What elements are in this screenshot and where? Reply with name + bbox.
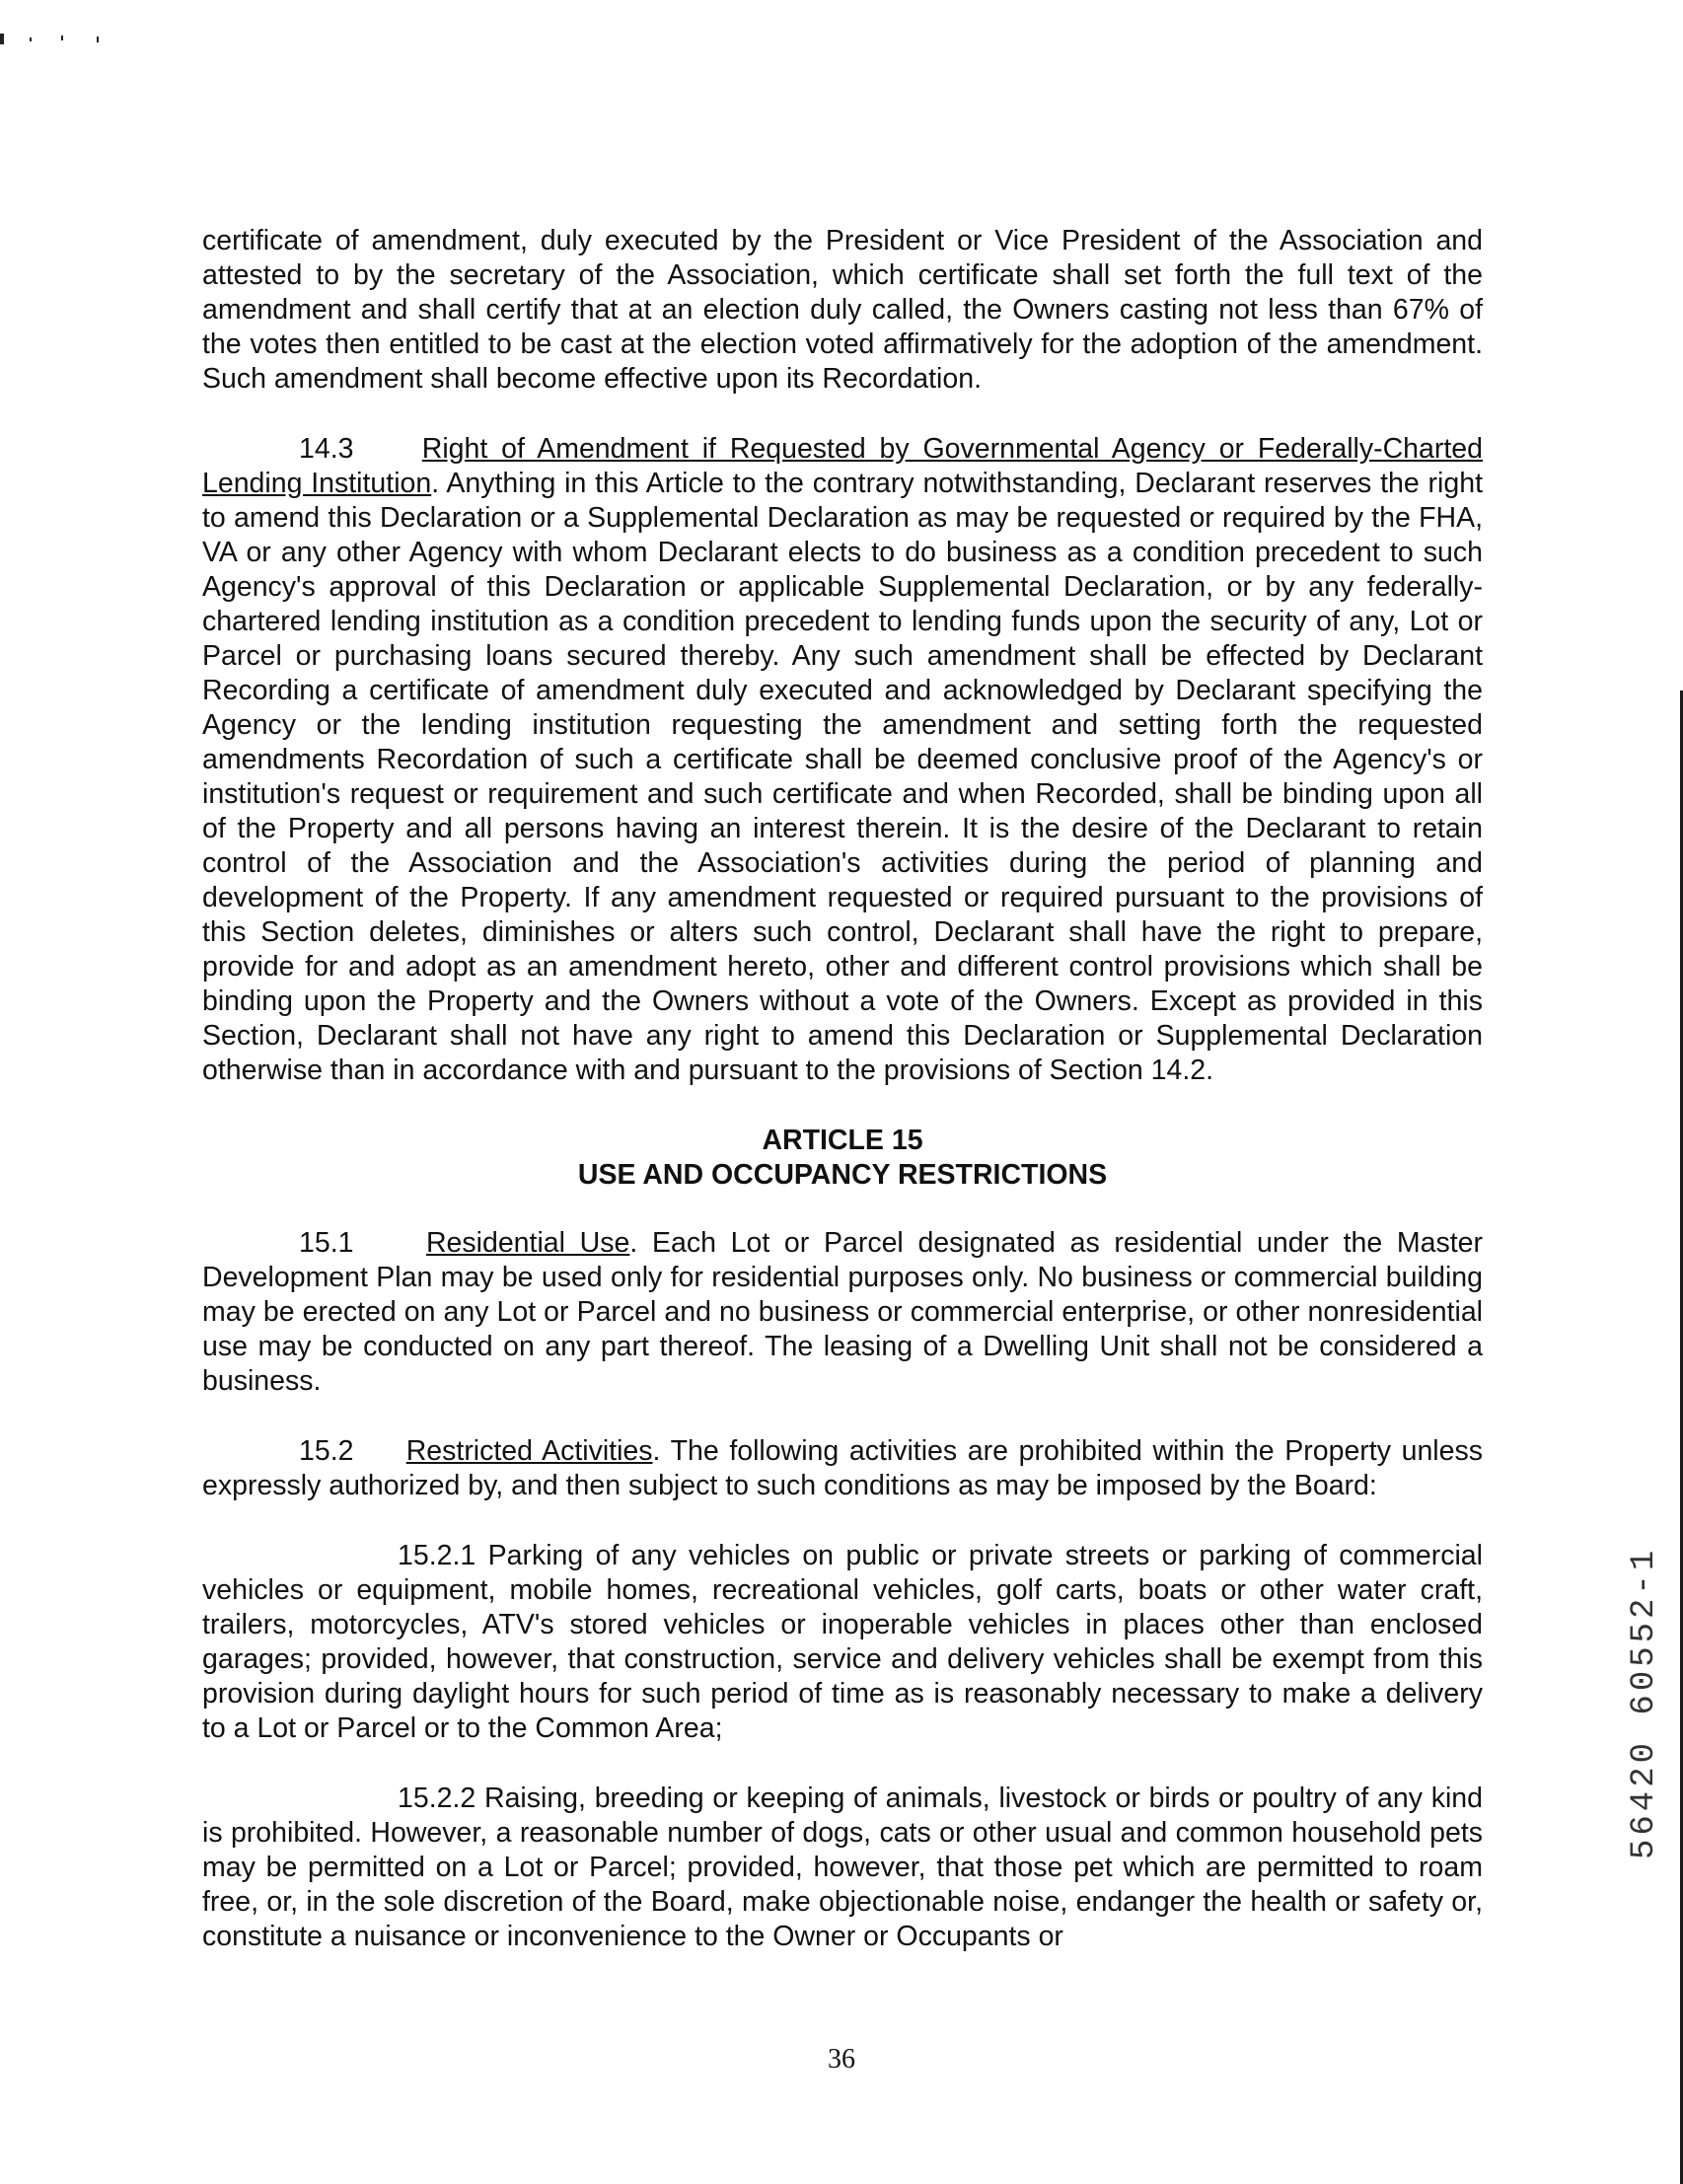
section-15-1-heading: Residential Use (425, 1227, 630, 1259)
section-15-2-1: 15.2.1 Parking of any vehicles on public or private streets or parking of commercial vehicles or equipment, mobile homes, recreational vehicles, golf carts, boats or other water craft, trailers, motorcycles, ATV's stored vehicles or inoperable vehicles in places other than enclosed garages; provided, however, that construction, service and delivery vehicles shall be exempt from this provision during daylight hours for such period of time as is reasonably necessary to make a delivery to a Lot or Parcel or to the Common Area; (202, 1540, 1483, 1744)
section-15-1 (202, 1226, 1483, 1399)
section-14-3 (202, 432, 1483, 1088)
article-title: USE AND OCCUPANCY RESTRICTIONS (577, 1159, 1108, 1191)
section-15-2-2: 15.2.2 Raising, breeding or keeping of animals, livestock or birds or poultry of any kind is prohibited. However, a reasonable number of dogs, cats or other usual and common household pets may be permitted on a Lot or Parcel; provided, however, that those pet which are permitted to roam free, or, in the sole discretion of the Board, make objectionable noise, endanger the health or safety or, constitute a nuisance or inconvenience to the Owner or Occupants or (202, 1783, 1483, 1952)
section-15-2-number: 15.2 (299, 1435, 354, 1467)
section-14-3-heading: Right of Amendment if Requested by Governmental Agency or Federally-Charted Lending Institution (202, 433, 1483, 499)
section-15-1-body: . Each Lot or Parcel designated as residential under the Master Development Plan may be used only for residential purposes only. No business or commercial building may be erected on any Lot or Parcel and no business or commercial enterprise, or other nonresidential use may be conducted on any part thereof. The leasing of a Dwelling Unit shall not be considered a business. (202, 1227, 1483, 1397)
section-15-2-heading: Restricted Activities (405, 1435, 653, 1467)
scan-specks (0, 34, 118, 45)
section-14-3-body: . Anything in this Article to the contrary notwithstanding, Declarant reserves the right to amend this Declaration or a Supplemental Declaration as may be requested or required by the FHA, VA or any other Agency with whom Declarant elects to do business as a condition precedent to such Agency's approval of this Declaration or applicable Supplemental Declaration, or by any federally-chartered lending institution as a condition precedent to lending funds upon the security of any, Lot or Parcel or purchasing loans secured thereby. Any such amendment shall be effected by Declarant Recording a certificate of amendment duly executed and acknowledged by Declarant specifying the Agency or the lending institution requesting the amendment and setting forth the requested amendments Recordation of such a certificate shall be deemed conclusive proof of the Agency's or institution's request or requirement and such certificate and when Recorded, shall be binding upon all of the Property and all persons having an interest therein. It is the desire of the Declarant to retain control of the Association and the Association's activities during the period of planning and development of the Property. If any amendment requested or required pursuant to the provisions of this Section deletes, diminishes or alters such control, Declarant shall have the right to prepare, provide for and adopt as an amendment hereto, other and different control provisions which shall be binding upon the Property and the Owners without a vote of the Owners. Except as provided in this Section, Declarant shall not have any right to amend this Declaration or Supplemental Declaration otherwise than in accordance with and pursuant to the provisions of Section 14.2. (202, 468, 1483, 1086)
recording-stamp (1616, 1546, 1665, 1859)
section-15-1-number: 15.1 (299, 1227, 354, 1259)
section-15-2 (202, 1434, 1483, 1503)
document-body (202, 224, 1483, 1954)
article-number: ARTICLE 15 (762, 1125, 923, 1156)
recording-stamp-text: 56420 60552-1 (1626, 1546, 1663, 1859)
page-number: 36 (828, 2044, 855, 2075)
paragraph-continuation: certificate of amendment, duly executed by the President or Vice President of the Association and attested to by the secretary of the Association, which certificate shall set forth the full text of the amendment and shall certify that at an election duly called, the Owners casting not less than 67% of the votes then entitled to be cast at the election voted affirmatively for the adoption of the amendment. Such amendment shall become effective upon its Recordation. (202, 225, 1483, 395)
article-heading (202, 1124, 1483, 1193)
section-15-2-body: . The following activities are prohibited within the Property unless expressly authorized by, and then subject to such conditions as may be imposed by the Board: (202, 1435, 1483, 1501)
section-14-3-number: 14.3 (299, 433, 354, 465)
